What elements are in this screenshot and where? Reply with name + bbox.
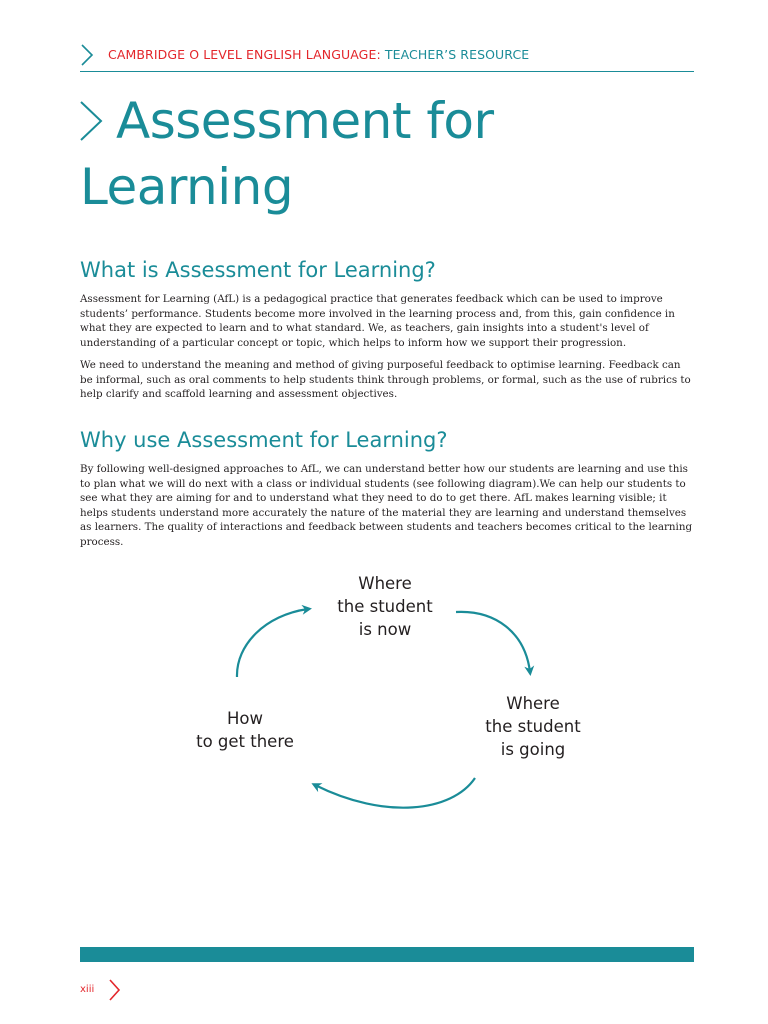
header-rule [80,71,694,72]
header-text [108,47,529,62]
cycle-arrow-icon [237,609,308,677]
section-heading-what: What is Assessment for Learning? [80,258,436,282]
paragraph: Assessment for Learning (AfL) is a pedagogical practice that generates feedback which can be used to improve students’ performance. Students become more involved in the learning process and, from this, gain confidence in what they are expected to learn and to what standard. We, as teachers, gain insights into a student's level of understanding of a particular concept or topic, which helps to inform how we support their progression. [80,293,675,349]
node-where-now: Where the student is now [337,574,433,639]
header-series: CAMBRIDGE O LEVEL ENGLISH LANGUAGE: [108,47,381,62]
chevron-right-icon [108,979,121,1001]
page-number: xiii [80,984,95,995]
node-where-going: Where the student is going [485,694,581,759]
page-title: Assessment for Learning [80,92,494,216]
chevron-right-icon [80,44,94,66]
afl-cycle-diagram [150,560,620,830]
paragraph: We need to understand the meaning and method of giving purposeful feedback to optimise learning. Feedback can be informal, such as oral comments to help students think through problems, or formal, such as the use of rubrics to help clarify and scaffold learning and assessment objectives. [80,359,691,400]
header-resource: TEACHER’S RESOURCE [384,47,530,62]
paragraph: By following well-designed approaches to AfL, we can understand better how our students are learning and use this to plan what we will do next with a class or individual students (see following diagram).We can help our students to see what they are aiming for and to understand what they need to do to get there. AfL makes learning visible; it helps students understand more accurately the nature of the material they are learning and understand themselves as learners. The quality of interactions and feedback between students and teachers becomes critical to the learning process. [80,463,693,548]
node-how-to-get-there: How to get there [196,709,294,751]
footer-bar [80,947,694,962]
cycle-arrow-icon [456,612,530,672]
section-heading-why: Why use Assessment for Learning? [80,428,448,452]
cycle-arrow-icon [315,778,475,808]
running-header [80,42,694,72]
